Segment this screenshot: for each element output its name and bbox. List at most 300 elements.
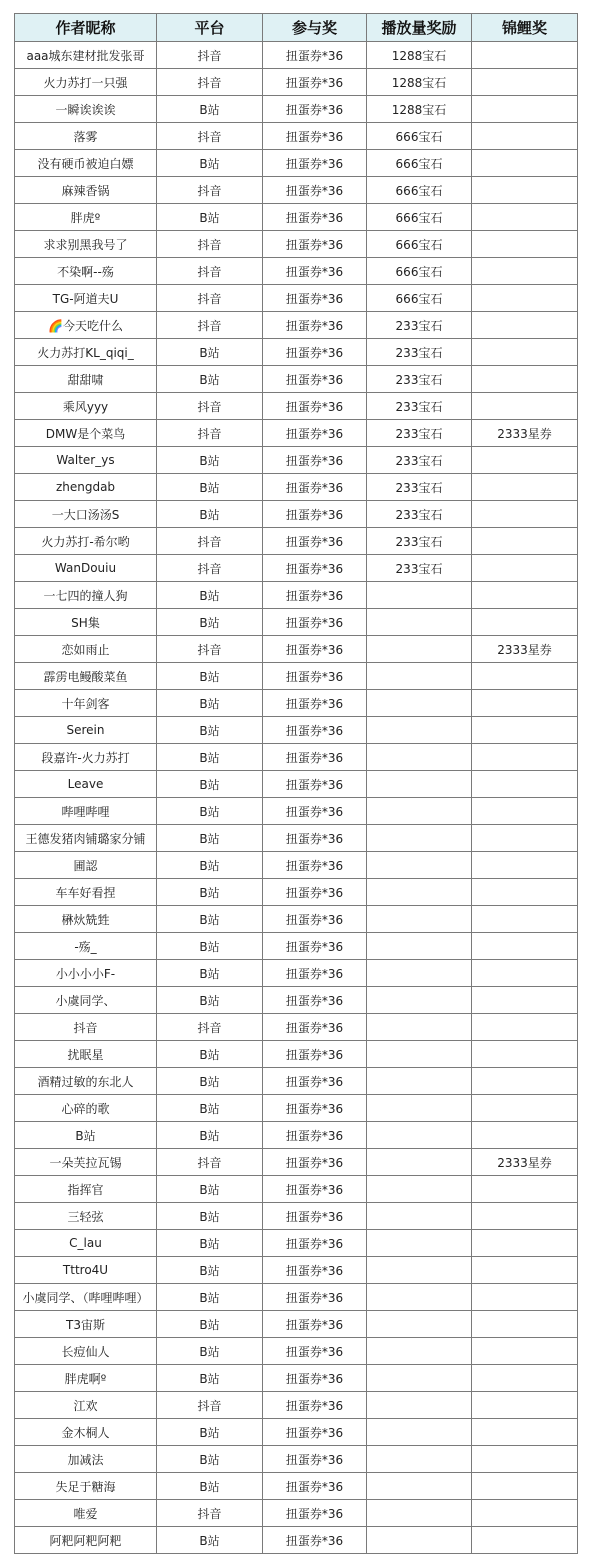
table-row [15,1527,578,1554]
cell-platform: B站 [157,906,263,933]
cell-view-count-reward [367,1500,472,1527]
cell-view-count-reward [367,609,472,636]
cell-koi-prize [472,1527,578,1554]
cell-view-count-reward [367,1068,472,1095]
cell-view-count-reward [367,1095,472,1122]
cell-participation-prize: 扭蛋券*36 [263,1122,367,1149]
cell-participation-prize: 扭蛋券*36 [263,852,367,879]
cell-participation-prize: 扭蛋券*36 [263,1392,367,1419]
cell-platform: B站 [157,1284,263,1311]
cell-author-nickname: 车车好看捏 [15,879,157,906]
cell-platform: B站 [157,1041,263,1068]
table-row [15,150,578,177]
cell-author-nickname: TG-阿道夫U [15,285,157,312]
table-row [15,501,578,528]
cell-koi-prize [472,1176,578,1203]
table-row [15,1311,578,1338]
header-participation-prize: 参与奖 [263,14,367,42]
cell-view-count-reward [367,1527,472,1554]
cell-view-count-reward [367,717,472,744]
cell-view-count-reward [367,1176,472,1203]
cell-participation-prize: 扭蛋券*36 [263,1527,367,1554]
table-row [15,177,578,204]
table-row [15,285,578,312]
cell-author-nickname: zhengdab [15,474,157,501]
cell-koi-prize [472,177,578,204]
cell-koi-prize [472,1338,578,1365]
cell-koi-prize [472,1419,578,1446]
cell-author-nickname: SH集 [15,609,157,636]
cell-koi-prize [472,879,578,906]
cell-koi-prize [472,933,578,960]
cell-author-nickname: 小小小小F- [15,960,157,987]
cell-author-nickname: 失足于糖海 [15,1473,157,1500]
table-row [15,1284,578,1311]
cell-participation-prize: 扭蛋券*36 [263,312,367,339]
cell-view-count-reward [367,663,472,690]
cell-participation-prize: 扭蛋券*36 [263,1041,367,1068]
cell-author-nickname: Leave [15,771,157,798]
cell-platform: B站 [157,798,263,825]
table-row [15,1257,578,1284]
cell-author-nickname: 王德发猪肉铺璐家分铺 [15,825,157,852]
cell-platform: B站 [157,1446,263,1473]
cell-participation-prize: 扭蛋券*36 [263,771,367,798]
cell-participation-prize: 扭蛋券*36 [263,1068,367,1095]
cell-participation-prize: 扭蛋券*36 [263,1014,367,1041]
table-row [15,1041,578,1068]
cell-koi-prize [472,1311,578,1338]
cell-author-nickname: 长痘仙人 [15,1338,157,1365]
cell-platform: 抖音 [157,528,263,555]
table-row [15,1203,578,1230]
cell-koi-prize [472,312,578,339]
cell-platform: B站 [157,447,263,474]
cell-koi-prize [472,717,578,744]
cell-koi-prize [472,285,578,312]
cell-koi-prize [472,231,578,258]
cell-participation-prize: 扭蛋券*36 [263,1257,367,1284]
cell-view-count-reward [367,1122,472,1149]
cell-platform: B站 [157,1068,263,1095]
cell-koi-prize [472,663,578,690]
cell-koi-prize [472,258,578,285]
cell-participation-prize: 扭蛋券*36 [263,933,367,960]
cell-view-count-reward [367,1284,472,1311]
cell-platform: B站 [157,150,263,177]
cell-view-count-reward: 666宝石 [367,231,472,258]
table-row [15,204,578,231]
table-row [15,906,578,933]
table-row [15,825,578,852]
cell-platform: B站 [157,1338,263,1365]
cell-author-nickname: 小虞同学、 [15,987,157,1014]
table-row [15,636,578,663]
cell-view-count-reward [367,1203,472,1230]
table-row [15,1446,578,1473]
cell-platform: 抖音 [157,1149,263,1176]
cell-author-nickname: Serein [15,717,157,744]
cell-platform: B站 [157,582,263,609]
cell-author-nickname: 火力苏打-希尔哟 [15,528,157,555]
table-body [15,42,578,1554]
cell-koi-prize [472,1365,578,1392]
table-row [15,1473,578,1500]
cell-view-count-reward: 666宝石 [367,123,472,150]
cell-koi-prize [472,1257,578,1284]
cell-koi-prize [472,825,578,852]
table-row [15,1149,578,1176]
table-header-row [15,14,578,42]
cell-participation-prize: 扭蛋券*36 [263,96,367,123]
cell-participation-prize: 扭蛋券*36 [263,825,367,852]
cell-platform: B站 [157,1230,263,1257]
cell-view-count-reward [367,1230,472,1257]
table-row [15,231,578,258]
cell-participation-prize: 扭蛋券*36 [263,1230,367,1257]
cell-platform: 抖音 [157,69,263,96]
cell-platform: B站 [157,663,263,690]
cell-koi-prize [472,1041,578,1068]
cell-author-nickname: -殇_ [15,933,157,960]
cell-view-count-reward: 666宝石 [367,177,472,204]
cell-view-count-reward: 233宝石 [367,312,472,339]
cell-view-count-reward [367,1338,472,1365]
cell-view-count-reward [367,852,472,879]
cell-author-nickname: 甜甜啸 [15,366,157,393]
cell-author-nickname: 扰眠星 [15,1041,157,1068]
table-row [15,474,578,501]
cell-participation-prize: 扭蛋券*36 [263,1203,367,1230]
cell-author-nickname: 阿粑阿粑阿粑 [15,1527,157,1554]
table-row [15,258,578,285]
table-row [15,393,578,420]
cell-author-nickname: 麻辣香锅 [15,177,157,204]
table-row [15,798,578,825]
cell-participation-prize: 扭蛋券*36 [263,987,367,1014]
cell-participation-prize: 扭蛋券*36 [263,1365,367,1392]
table-row [15,1014,578,1041]
table-row [15,339,578,366]
cell-author-nickname: 🌈今天吃什么 [15,312,157,339]
cell-platform: B站 [157,1122,263,1149]
cell-participation-prize: 扭蛋券*36 [263,1500,367,1527]
cell-koi-prize [472,744,578,771]
cell-koi-prize [472,96,578,123]
cell-author-nickname: 唯爱 [15,1500,157,1527]
cell-koi-prize: 2333星券 [472,1149,578,1176]
cell-view-count-reward [367,1446,472,1473]
cell-koi-prize [472,42,578,69]
table-row [15,366,578,393]
cell-platform: B站 [157,1095,263,1122]
cell-koi-prize [472,528,578,555]
cell-view-count-reward: 233宝石 [367,501,472,528]
cell-participation-prize: 扭蛋券*36 [263,798,367,825]
cell-koi-prize [472,150,578,177]
cell-author-nickname: 圃認 [15,852,157,879]
cell-view-count-reward [367,1149,472,1176]
cell-platform: B站 [157,96,263,123]
cell-participation-prize: 扭蛋券*36 [263,582,367,609]
table-row [15,717,578,744]
cell-platform: B站 [157,1311,263,1338]
cell-koi-prize [472,555,578,582]
cell-platform: B站 [157,933,263,960]
cell-author-nickname: aaa城东建材批发张哥 [15,42,157,69]
table-row [15,744,578,771]
cell-view-count-reward: 233宝石 [367,447,472,474]
cell-author-nickname: WanDouiu [15,555,157,582]
cell-koi-prize [472,690,578,717]
cell-participation-prize: 扭蛋券*36 [263,1311,367,1338]
cell-platform: B站 [157,744,263,771]
cell-participation-prize: 扭蛋券*36 [263,231,367,258]
cell-participation-prize: 扭蛋券*36 [263,177,367,204]
cell-participation-prize: 扭蛋券*36 [263,717,367,744]
cell-author-nickname: 一瞬诶诶诶 [15,96,157,123]
cell-view-count-reward: 1288宝石 [367,69,472,96]
table-row [15,960,578,987]
reward-table [14,13,578,1554]
cell-platform: B站 [157,852,263,879]
cell-platform: B站 [157,1257,263,1284]
cell-platform: 抖音 [157,231,263,258]
cell-platform: B站 [157,879,263,906]
cell-platform: B站 [157,690,263,717]
cell-koi-prize [472,474,578,501]
cell-platform: 抖音 [157,312,263,339]
cell-view-count-reward: 233宝石 [367,420,472,447]
cell-platform: B站 [157,1203,263,1230]
cell-platform: B站 [157,339,263,366]
cell-platform: B站 [157,366,263,393]
cell-participation-prize: 扭蛋券*36 [263,339,367,366]
cell-koi-prize [472,906,578,933]
cell-author-nickname: C_lau [15,1230,157,1257]
cell-koi-prize [472,852,578,879]
cell-platform: 抖音 [157,555,263,582]
cell-view-count-reward [367,1419,472,1446]
table-row [15,69,578,96]
cell-participation-prize: 扭蛋券*36 [263,690,367,717]
cell-koi-prize [472,582,578,609]
cell-platform: 抖音 [157,636,263,663]
cell-koi-prize [472,1122,578,1149]
cell-participation-prize: 扭蛋券*36 [263,636,367,663]
cell-view-count-reward: 233宝石 [367,366,472,393]
cell-platform: 抖音 [157,420,263,447]
cell-view-count-reward: 1288宝石 [367,96,472,123]
cell-view-count-reward [367,1473,472,1500]
cell-author-nickname: T3宙斯 [15,1311,157,1338]
cell-platform: B站 [157,825,263,852]
cell-participation-prize: 扭蛋券*36 [263,285,367,312]
cell-author-nickname: 一七四的撞人狗 [15,582,157,609]
cell-platform: 抖音 [157,1500,263,1527]
table-row [15,1230,578,1257]
cell-platform: 抖音 [157,1014,263,1041]
cell-author-nickname: 一大口汤汤S [15,501,157,528]
table-row [15,1122,578,1149]
table-row [15,663,578,690]
cell-koi-prize [472,1473,578,1500]
table-row [15,1419,578,1446]
header-koi-prize: 锦鲤奖 [472,14,578,42]
cell-participation-prize: 扭蛋券*36 [263,366,367,393]
cell-view-count-reward: 1288宝石 [367,42,472,69]
cell-view-count-reward: 233宝石 [367,339,472,366]
table-row [15,933,578,960]
cell-view-count-reward: 233宝石 [367,393,472,420]
cell-platform: 抖音 [157,177,263,204]
cell-participation-prize: 扭蛋券*36 [263,150,367,177]
cell-koi-prize [472,366,578,393]
reward-table-container [14,13,578,1554]
table-row [15,420,578,447]
cell-view-count-reward [367,1014,472,1041]
cell-platform: B站 [157,1419,263,1446]
table-row [15,879,578,906]
cell-platform: B站 [157,1176,263,1203]
cell-participation-prize: 扭蛋券*36 [263,474,367,501]
table-row [15,1500,578,1527]
cell-view-count-reward [367,798,472,825]
cell-participation-prize: 扭蛋券*36 [263,393,367,420]
table-row [15,312,578,339]
cell-platform: B站 [157,474,263,501]
cell-author-nickname: 霹雳电鳗酸菜鱼 [15,663,157,690]
cell-koi-prize [472,1230,578,1257]
cell-platform: 抖音 [157,393,263,420]
table-row [15,1176,578,1203]
cell-koi-prize [472,987,578,1014]
cell-platform: 抖音 [157,42,263,69]
cell-participation-prize: 扭蛋券*36 [263,1338,367,1365]
cell-participation-prize: 扭蛋券*36 [263,1446,367,1473]
cell-koi-prize [472,501,578,528]
cell-view-count-reward: 233宝石 [367,474,472,501]
cell-author-nickname: 心碎的歌 [15,1095,157,1122]
cell-koi-prize [472,1284,578,1311]
cell-view-count-reward: 666宝石 [367,150,472,177]
table-row [15,555,578,582]
cell-participation-prize: 扭蛋券*36 [263,1149,367,1176]
cell-platform: B站 [157,501,263,528]
cell-author-nickname: 指挥官 [15,1176,157,1203]
cell-platform: B站 [157,717,263,744]
cell-platform: 抖音 [157,258,263,285]
cell-koi-prize [472,447,578,474]
cell-koi-prize [472,1392,578,1419]
cell-koi-prize [472,609,578,636]
cell-platform: B站 [157,1527,263,1554]
cell-view-count-reward [367,879,472,906]
cell-view-count-reward [367,906,472,933]
cell-author-nickname: 没有硬币被迫白嫖 [15,150,157,177]
cell-koi-prize [472,1500,578,1527]
table-row [15,42,578,69]
cell-participation-prize: 扭蛋券*36 [263,1473,367,1500]
table-row [15,1392,578,1419]
cell-view-count-reward: 233宝石 [367,555,472,582]
cell-author-nickname: 不染啊--殇 [15,258,157,285]
cell-participation-prize: 扭蛋券*36 [263,447,367,474]
cell-participation-prize: 扭蛋券*36 [263,609,367,636]
cell-participation-prize: 扭蛋券*36 [263,420,367,447]
table-row [15,1095,578,1122]
cell-view-count-reward: 666宝石 [367,204,472,231]
table-row [15,96,578,123]
table-row [15,1068,578,1095]
cell-koi-prize [472,960,578,987]
cell-author-nickname: 求求别黑我号了 [15,231,157,258]
cell-view-count-reward [367,744,472,771]
cell-author-nickname: 胖虎º [15,204,157,231]
cell-koi-prize [472,1014,578,1041]
cell-koi-prize [472,339,578,366]
cell-koi-prize [472,1446,578,1473]
cell-author-nickname: 楙炏兟甡 [15,906,157,933]
cell-view-count-reward [367,582,472,609]
cell-author-nickname: 恋如雨止 [15,636,157,663]
cell-koi-prize [472,393,578,420]
table-row [15,1365,578,1392]
cell-author-nickname: 酒精过敏的东北人 [15,1068,157,1095]
cell-participation-prize: 扭蛋券*36 [263,123,367,150]
cell-author-nickname: 小虞同学、（哔哩哔哩） [15,1284,157,1311]
cell-participation-prize: 扭蛋券*36 [263,879,367,906]
table-row [15,771,578,798]
cell-view-count-reward [367,825,472,852]
cell-koi-prize [472,69,578,96]
cell-koi-prize [472,1068,578,1095]
cell-author-nickname: 落雾 [15,123,157,150]
cell-koi-prize [472,204,578,231]
table-row [15,987,578,1014]
cell-author-nickname: 金木桐人 [15,1419,157,1446]
cell-view-count-reward [367,1392,472,1419]
table-row [15,609,578,636]
cell-participation-prize: 扭蛋券*36 [263,204,367,231]
cell-participation-prize: 扭蛋券*36 [263,42,367,69]
cell-author-nickname: B站 [15,1122,157,1149]
cell-author-nickname: 三轻弦 [15,1203,157,1230]
cell-author-nickname: 江欢 [15,1392,157,1419]
cell-view-count-reward [367,1041,472,1068]
cell-view-count-reward: 666宝石 [367,258,472,285]
cell-participation-prize: 扭蛋券*36 [263,258,367,285]
cell-author-nickname: Tttro4U [15,1257,157,1284]
header-platform: 平台 [157,14,263,42]
cell-view-count-reward [367,933,472,960]
cell-platform: B站 [157,609,263,636]
cell-koi-prize [472,798,578,825]
cell-author-nickname: 抖音 [15,1014,157,1041]
cell-author-nickname: DMW是个菜鸟 [15,420,157,447]
cell-platform: B站 [157,1473,263,1500]
cell-participation-prize: 扭蛋券*36 [263,960,367,987]
cell-author-nickname: 火力苏打KL_qiqi_ [15,339,157,366]
cell-view-count-reward [367,771,472,798]
table-row [15,582,578,609]
table-row [15,528,578,555]
cell-view-count-reward: 233宝石 [367,528,472,555]
header-view-count-reward: 播放量奖励 [367,14,472,42]
cell-koi-prize [472,1095,578,1122]
cell-author-nickname: 十年剑客 [15,690,157,717]
cell-participation-prize: 扭蛋券*36 [263,744,367,771]
